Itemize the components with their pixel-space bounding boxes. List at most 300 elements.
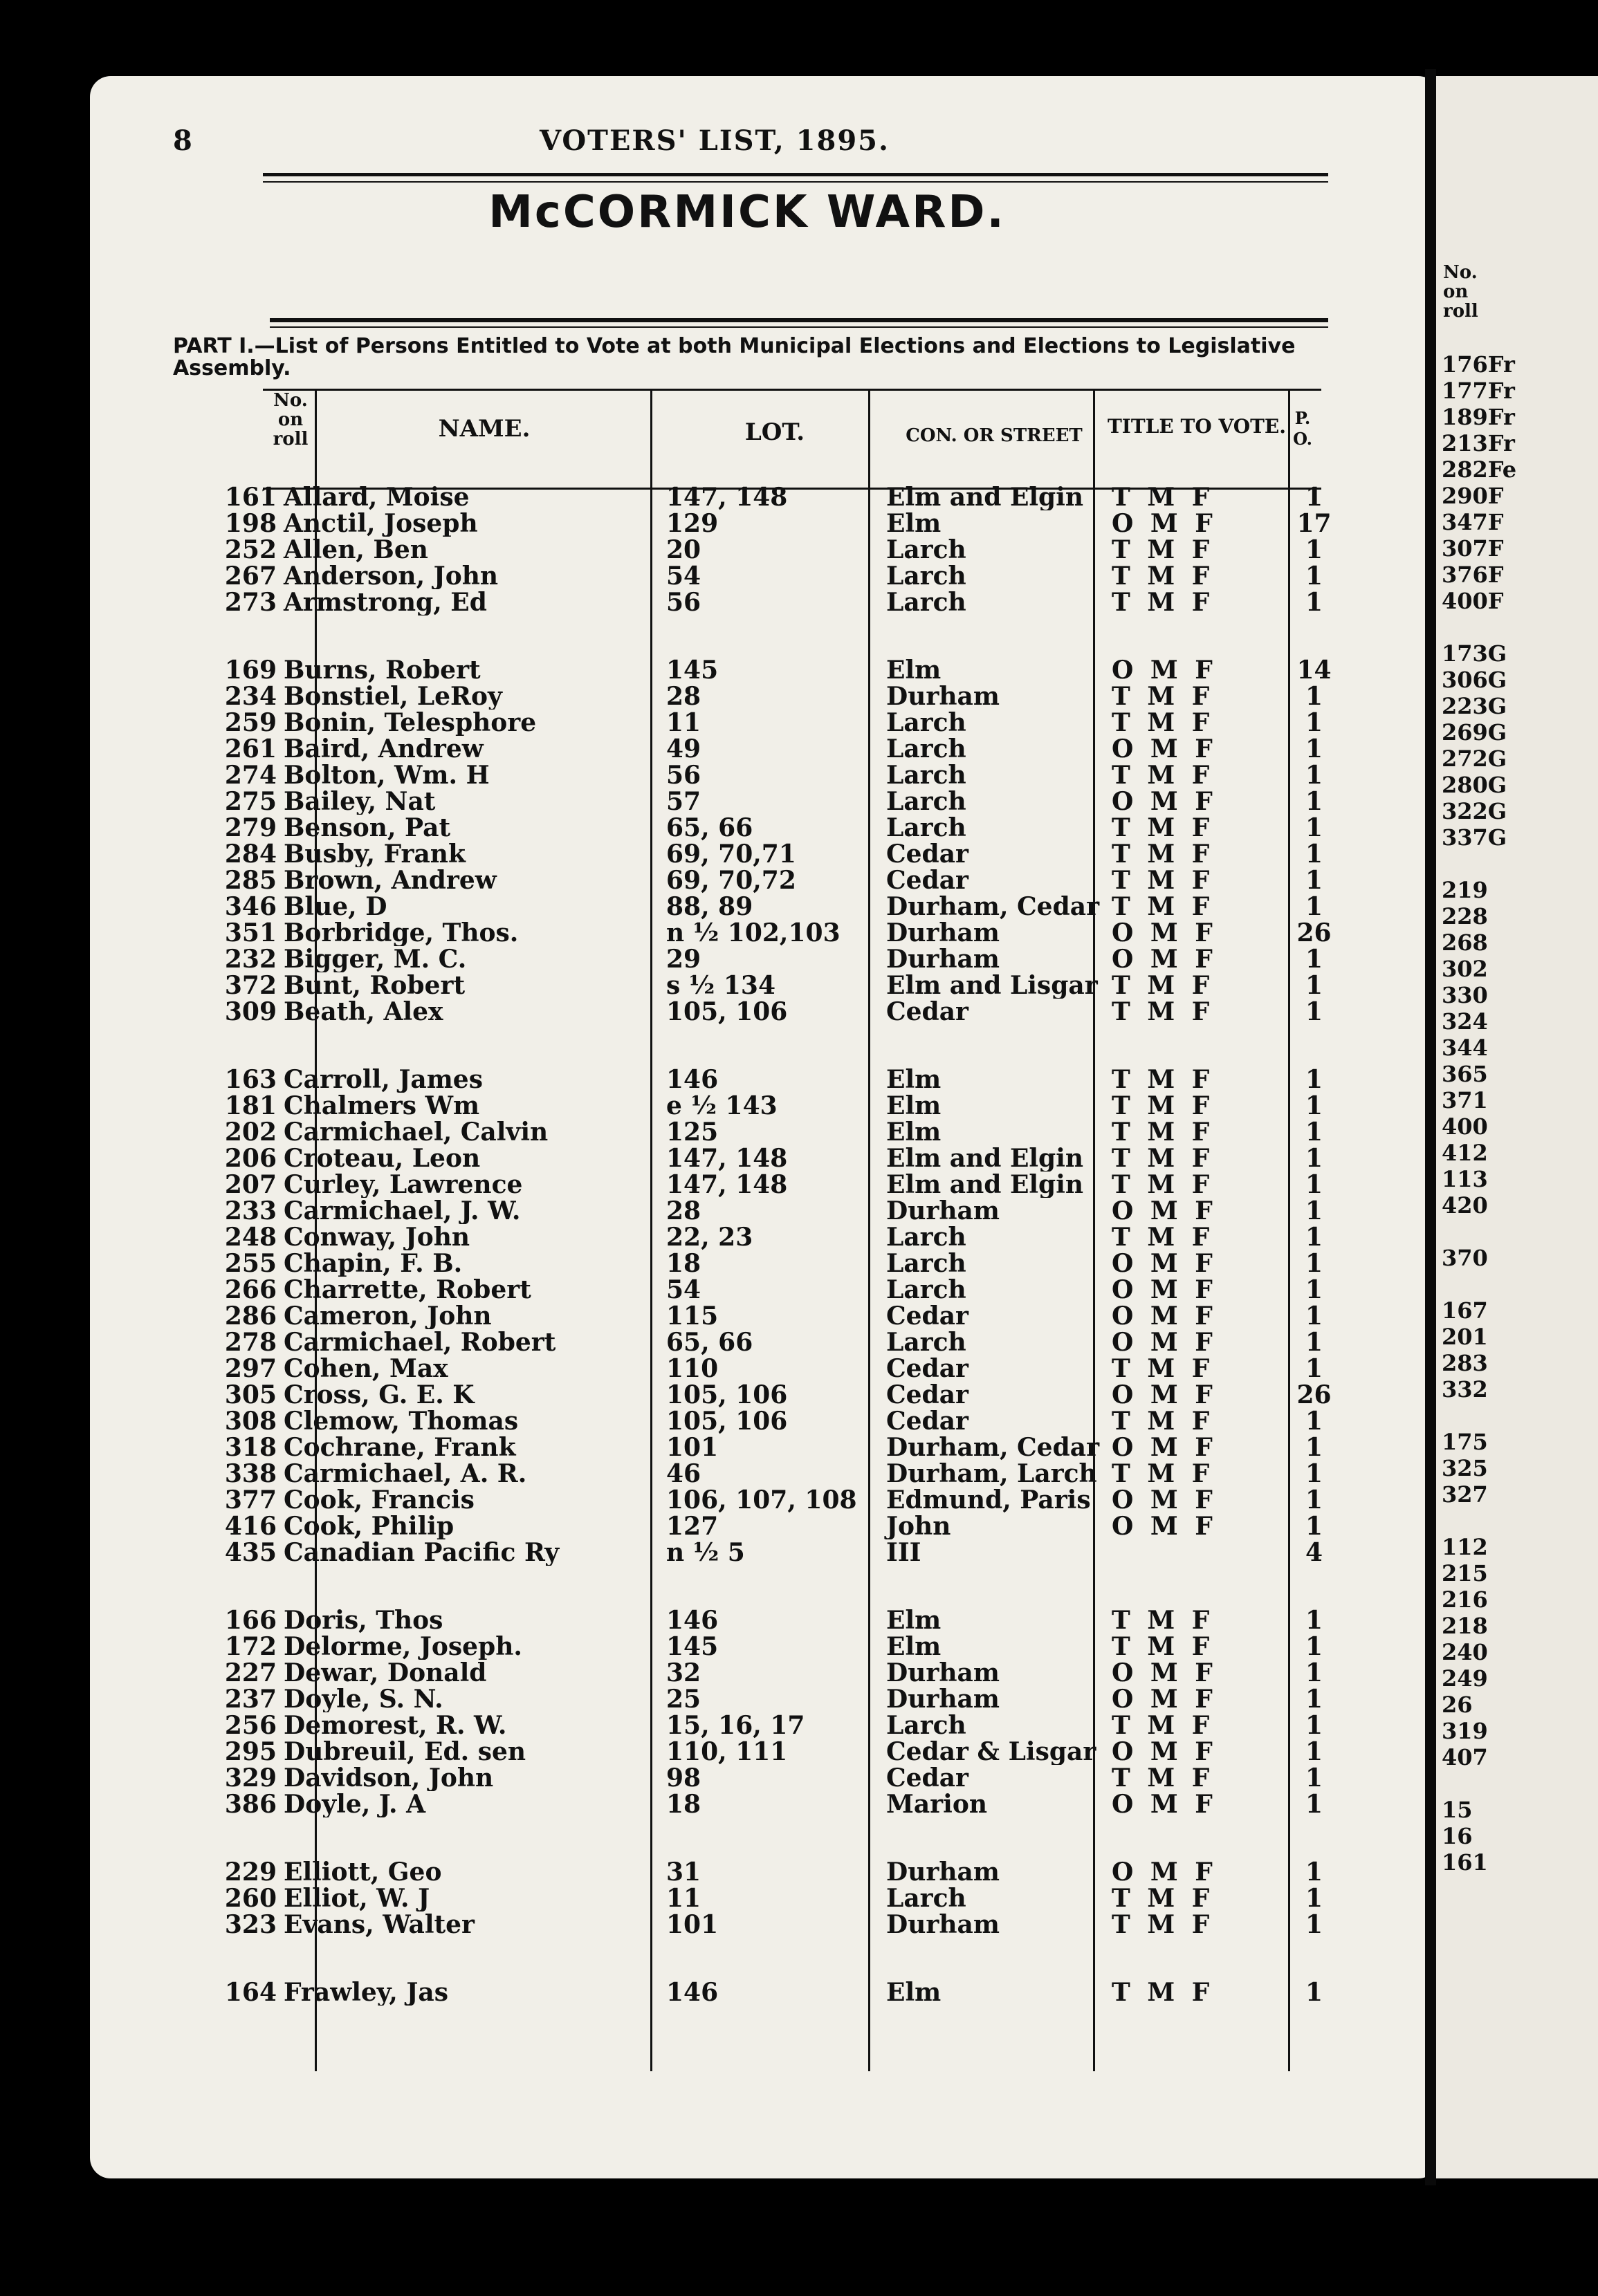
voter-row <box>173 788 1333 815</box>
post-office-count: 1 <box>1305 894 1323 920</box>
voter-name: Blue, D <box>284 894 387 920</box>
street: Cedar <box>886 1765 969 1791</box>
title-to-vote: O M F <box>1112 510 1217 537</box>
lot: 15, 16, 17 <box>666 1712 805 1739</box>
col-head-title: TITLE TO VOTE. <box>1107 415 1287 438</box>
voter-name: Bigger, M. C. <box>284 946 467 972</box>
roll-number: 255 <box>224 1250 277 1277</box>
lot: 106, 107, 108 <box>666 1487 857 1513</box>
title-to-vote: T M F <box>1112 1712 1214 1739</box>
lot: 147, 148 <box>666 1145 788 1172</box>
voter-row <box>173 1303 1333 1329</box>
lot: 11 <box>666 1885 701 1911</box>
voter-row <box>173 1487 1333 1513</box>
facing-roll-number: 228 <box>1442 903 1488 929</box>
roll-number: 202 <box>224 1119 277 1145</box>
facing-roll-number <box>1442 1770 1516 1797</box>
title-to-vote: T M F <box>1112 1093 1214 1119</box>
title-to-vote: T M F <box>1112 1979 1214 2006</box>
facing-roll-number: 332 <box>1442 1376 1488 1402</box>
title-to-vote: O M F <box>1112 1791 1217 1817</box>
title-to-vote: O M F <box>1112 1382 1217 1408</box>
facing-roll-number: 344 <box>1442 1035 1488 1061</box>
roll-number: 372 <box>224 972 277 999</box>
facing-roll-number <box>1442 851 1516 877</box>
facing-roll-number: 176Fr <box>1442 351 1515 378</box>
lot: 28 <box>666 683 701 710</box>
title-to-vote: T M F <box>1112 1355 1214 1382</box>
lot: 65, 66 <box>666 1329 753 1355</box>
post-office-count: 1 <box>1305 1066 1323 1093</box>
street: Cedar <box>886 1382 969 1408</box>
group-spacer <box>173 1025 1333 1066</box>
roll-number: 416 <box>224 1513 277 1539</box>
voter-name: Cameron, John <box>284 1303 492 1329</box>
roll-number: 227 <box>224 1660 277 1686</box>
title-to-vote: T M F <box>1112 815 1214 841</box>
roll-number: 252 <box>224 537 277 563</box>
facing-roll-number <box>1442 1271 1516 1297</box>
voter-row <box>173 537 1333 563</box>
header-rule <box>263 173 1328 176</box>
voter-name: Dewar, Donald <box>284 1660 487 1686</box>
street: Cedar <box>886 1303 969 1329</box>
facing-roll-number: 268 <box>1442 929 1488 956</box>
voter-row <box>173 1382 1333 1408</box>
voter-row <box>173 683 1333 710</box>
voter-name: Conway, John <box>284 1224 470 1250</box>
street: Elm <box>886 1633 942 1660</box>
street: Elm <box>886 510 942 537</box>
title-to-vote: T M F <box>1112 1911 1214 1938</box>
roll-number: 297 <box>224 1355 277 1382</box>
roll-number: 237 <box>224 1686 277 1712</box>
street: Durham <box>886 683 1000 710</box>
voter-row <box>173 1198 1333 1224</box>
lot: 110 <box>666 1355 719 1382</box>
post-office-count: 1 <box>1305 1660 1323 1686</box>
facing-roll-number: 412 <box>1442 1140 1488 1166</box>
roll-number: 338 <box>224 1461 277 1487</box>
street: Edmund, Paris <box>886 1487 1091 1513</box>
post-office-count: 1 <box>1305 1885 1323 1911</box>
facing-roll-number: 322G <box>1442 798 1507 824</box>
facing-roll-number: 306G <box>1442 667 1507 693</box>
post-office-count: 1 <box>1305 1765 1323 1791</box>
lot: 49 <box>666 736 701 762</box>
title-to-vote: T M F <box>1112 1765 1214 1791</box>
voter-name: Cook, Philip <box>284 1513 454 1539</box>
title-to-vote: O M F <box>1112 1277 1217 1303</box>
post-office-count: 1 <box>1305 1859 1323 1885</box>
post-office-count: 1 <box>1305 1461 1323 1487</box>
roll-number: 198 <box>224 510 277 537</box>
col-head-po: P. O. <box>1293 408 1312 449</box>
roll-number: 232 <box>224 946 277 972</box>
voter-name: Doyle, S. N. <box>284 1686 443 1712</box>
voter-row <box>173 1513 1333 1539</box>
street: Durham <box>886 1911 1000 1938</box>
lot: 129 <box>666 510 719 537</box>
title-to-vote: O M F <box>1112 1434 1217 1461</box>
street: Elm and Elgin <box>886 1172 1084 1198</box>
lot: n ½ 5 <box>666 1539 745 1566</box>
facing-roll-number: 290F <box>1442 483 1504 509</box>
voter-name: Bolton, Wm. H <box>284 762 490 788</box>
title-to-vote: T M F <box>1112 762 1214 788</box>
facing-roll-number: 16 <box>1442 1823 1473 1849</box>
post-office-count: 1 <box>1305 1791 1323 1817</box>
voter-name: Carmichael, A. R. <box>284 1461 527 1487</box>
post-office-count: 1 <box>1305 1487 1323 1513</box>
street: Larch <box>886 1329 966 1355</box>
facing-roll-number: 249 <box>1442 1665 1488 1692</box>
title-to-vote: O M F <box>1112 1686 1217 1712</box>
roll-number: 285 <box>224 867 277 894</box>
facing-roll-number: 330 <box>1442 982 1488 1008</box>
lot: 65, 66 <box>666 815 753 841</box>
post-office-count: 1 <box>1305 1712 1323 1739</box>
voter-row <box>173 1911 1333 1938</box>
facing-roll-number: 167 <box>1442 1297 1488 1324</box>
roll-number: 163 <box>224 1066 277 1093</box>
facing-roll-number: 15 <box>1442 1797 1473 1823</box>
voter-row <box>173 1539 1333 1566</box>
street: Durham <box>886 946 1000 972</box>
street: Marion <box>886 1791 988 1817</box>
voter-row <box>173 1461 1333 1487</box>
street: Larch <box>886 563 966 589</box>
post-office-count: 1 <box>1305 1093 1323 1119</box>
facing-roll-number: 324 <box>1442 1008 1488 1035</box>
facing-roll-number: 282Fe <box>1442 456 1517 483</box>
post-office-count: 1 <box>1305 762 1323 788</box>
title-to-vote: O M F <box>1112 1329 1217 1355</box>
title-to-vote: T M F <box>1112 589 1214 615</box>
lot: 46 <box>666 1461 701 1487</box>
roll-number: 273 <box>224 589 277 615</box>
title-to-vote: T M F <box>1112 1461 1214 1487</box>
title-to-vote: O M F <box>1112 1487 1217 1513</box>
post-office-count: 1 <box>1305 1686 1323 1712</box>
voters-table <box>173 484 1333 2006</box>
roll-number: 172 <box>224 1633 277 1660</box>
voter-name: Bonstiel, LeRoy <box>284 683 502 710</box>
street: Elm <box>886 1979 942 2006</box>
lot: 54 <box>666 563 701 589</box>
street: Larch <box>886 710 966 736</box>
lot: 101 <box>666 1911 719 1938</box>
street: Larch <box>886 1885 966 1911</box>
street: Durham <box>886 920 1000 946</box>
title-to-vote: T M F <box>1112 563 1214 589</box>
title-to-vote: T M F <box>1112 894 1214 920</box>
post-office-count: 1 <box>1305 946 1323 972</box>
facing-roll-number: 223G <box>1442 693 1507 719</box>
street: Durham <box>886 1686 1000 1712</box>
voter-row <box>173 1250 1333 1277</box>
voter-row <box>173 946 1333 972</box>
title-to-vote: T M F <box>1112 1633 1214 1660</box>
voter-row <box>173 762 1333 788</box>
roll-number: 234 <box>224 683 277 710</box>
voter-name: Benson, Pat <box>284 815 451 841</box>
facing-roll-number: 213Fr <box>1442 430 1515 456</box>
facing-roll-number: 365 <box>1442 1061 1488 1087</box>
facing-roll-number: 240 <box>1442 1639 1488 1665</box>
post-office-count: 1 <box>1305 563 1323 589</box>
street: Elm <box>886 657 942 683</box>
facing-roll-number: 283 <box>1442 1350 1488 1376</box>
voter-name: Beath, Alex <box>284 999 443 1025</box>
facing-roll-number: 175 <box>1442 1429 1488 1455</box>
voter-row <box>173 1712 1333 1739</box>
title-to-vote: T M F <box>1112 710 1214 736</box>
title-to-vote: T M F <box>1112 1119 1214 1145</box>
street: Durham <box>886 1198 1000 1224</box>
voter-row <box>173 1686 1333 1712</box>
roll-number: 261 <box>224 736 277 762</box>
post-office-count: 1 <box>1305 710 1323 736</box>
lot: 22, 23 <box>666 1224 753 1250</box>
post-office-count: 1 <box>1305 1250 1323 1277</box>
voter-name: Brown, Andrew <box>284 867 497 894</box>
voter-row <box>173 1355 1333 1382</box>
post-office-count: 26 <box>1296 1382 1332 1408</box>
voter-name: Baird, Andrew <box>284 736 484 762</box>
voter-name: Doris, Thos <box>284 1607 443 1633</box>
voter-row <box>173 1224 1333 1250</box>
lot: 29 <box>666 946 701 972</box>
group-spacer <box>173 1817 1333 1859</box>
facing-roll-number: 327 <box>1442 1481 1488 1508</box>
post-office-count: 1 <box>1305 1224 1323 1250</box>
voter-name: Delorme, Joseph. <box>284 1633 522 1660</box>
voter-name: Armstrong, Ed <box>284 589 487 615</box>
title-to-vote: O M F <box>1112 788 1217 815</box>
facing-roll-number: 216 <box>1442 1586 1488 1613</box>
voter-name: Anderson, John <box>284 563 499 589</box>
facing-roll-number: 371 <box>1442 1087 1488 1113</box>
lot: 20 <box>666 537 701 563</box>
post-office-count: 1 <box>1305 537 1323 563</box>
facing-roll-number: 370 <box>1442 1245 1488 1271</box>
voter-row <box>173 894 1333 920</box>
voter-name: Croteau, Leon <box>284 1145 481 1172</box>
ward-title: McCORMICK WARD. <box>488 187 1006 238</box>
post-office-count: 1 <box>1305 1739 1323 1765</box>
facing-roll-number: 177Fr <box>1442 378 1515 404</box>
voter-row <box>173 1434 1333 1461</box>
voter-row <box>173 1145 1333 1172</box>
title-to-vote: O M F <box>1112 736 1217 762</box>
title-to-vote: T M F <box>1112 1885 1214 1911</box>
voter-name: Charrette, Robert <box>284 1277 531 1303</box>
title-to-vote: T M F <box>1112 1224 1214 1250</box>
facing-roll-number: 269G <box>1442 719 1507 746</box>
title-to-vote: O M F <box>1112 920 1217 946</box>
voter-row <box>173 1739 1333 1765</box>
street: Elm <box>886 1066 942 1093</box>
facing-roll-numbers <box>1442 351 1516 1876</box>
street: Larch <box>886 1250 966 1277</box>
voter-name: Demorest, R. W. <box>284 1712 507 1739</box>
roll-number: 259 <box>224 710 277 736</box>
lot: 28 <box>666 1198 701 1224</box>
post-office-count: 14 <box>1296 657 1332 683</box>
lot: n ½ 102,103 <box>666 920 841 946</box>
street: Cedar & Lisgar <box>886 1739 1096 1765</box>
post-office-count: 1 <box>1305 972 1323 999</box>
voter-row <box>173 1765 1333 1791</box>
street: Durham <box>886 1859 1000 1885</box>
roll-number: 295 <box>224 1739 277 1765</box>
title-to-vote: T M F <box>1112 999 1214 1025</box>
voter-name: Clemow, Thomas <box>284 1408 519 1434</box>
voter-name: Canadian Pacific Ry <box>284 1539 560 1566</box>
roll-number: 260 <box>224 1885 277 1911</box>
title-to-vote: T M F <box>1112 1172 1214 1198</box>
facing-roll-number: 376F <box>1442 562 1504 588</box>
voter-row <box>173 815 1333 841</box>
col-head-no: No. on roll <box>273 390 309 450</box>
lot: 110, 111 <box>666 1739 788 1765</box>
group-spacer <box>173 615 1333 657</box>
roll-number: 346 <box>224 894 277 920</box>
title-to-vote <box>1108 1539 1295 1566</box>
facing-roll-number <box>1442 614 1516 640</box>
voter-name: Dubreuil, Ed. sen <box>284 1739 526 1765</box>
post-office-count: 1 <box>1305 484 1323 510</box>
lot: 115 <box>666 1303 719 1329</box>
title-to-vote: O M F <box>1112 1513 1217 1539</box>
roll-number: 267 <box>224 563 277 589</box>
roll-number: 279 <box>224 815 277 841</box>
facing-roll-number: 319 <box>1442 1718 1488 1744</box>
lot: 18 <box>666 1250 701 1277</box>
roll-number: 278 <box>224 1329 277 1355</box>
voter-name: Frawley, Jas <box>284 1979 448 2006</box>
voter-name: Curley, Lawrence <box>284 1172 523 1198</box>
street: Durham <box>886 1660 1000 1686</box>
lot: 147, 148 <box>666 1172 788 1198</box>
voter-row <box>173 867 1333 894</box>
street: Larch <box>886 1712 966 1739</box>
post-office-count: 1 <box>1305 589 1323 615</box>
voter-name: Carmichael, Calvin <box>284 1119 549 1145</box>
street: Cedar <box>886 1408 969 1434</box>
facing-roll-number: 420 <box>1442 1192 1488 1219</box>
post-office-count: 1 <box>1305 1408 1323 1434</box>
title-to-vote: T M F <box>1112 867 1214 894</box>
voter-name: Elliot, W. J <box>284 1885 430 1911</box>
title-to-vote: T M F <box>1112 683 1214 710</box>
lot: 32 <box>666 1660 701 1686</box>
facing-col-head: No. on roll <box>1443 262 1478 322</box>
street: Elm and Elgin <box>886 484 1084 510</box>
street: III <box>886 1539 921 1566</box>
title-to-vote: T M F <box>1112 841 1214 867</box>
street: Larch <box>886 788 966 815</box>
lot: 105, 106 <box>666 999 788 1025</box>
title-to-vote: O M F <box>1112 1198 1217 1224</box>
street: Durham, Cedar <box>886 1434 1100 1461</box>
street: Cedar <box>886 1355 969 1382</box>
facing-roll-number: 173G <box>1442 640 1507 667</box>
facing-roll-number: 280G <box>1442 772 1507 798</box>
post-office-count: 1 <box>1305 999 1323 1025</box>
title-to-vote: O M F <box>1112 1250 1217 1277</box>
street: Elm <box>886 1607 942 1633</box>
title-to-vote: O M F <box>1112 1739 1217 1765</box>
street: Larch <box>886 589 966 615</box>
roll-number: 233 <box>224 1198 277 1224</box>
roll-number: 207 <box>224 1172 277 1198</box>
roll-number: 161 <box>224 484 277 510</box>
voter-row <box>173 841 1333 867</box>
voter-row <box>173 972 1333 999</box>
street: John <box>886 1513 951 1539</box>
voter-row <box>173 589 1333 615</box>
facing-roll-number: 347F <box>1442 509 1504 535</box>
post-office-count: 1 <box>1305 1355 1323 1382</box>
facing-roll-number: 113 <box>1442 1166 1488 1192</box>
voter-name: Chalmers Wm <box>284 1093 480 1119</box>
ward-rule-thin <box>270 326 1328 328</box>
post-office-count: 26 <box>1296 920 1332 946</box>
roll-number: 318 <box>224 1434 277 1461</box>
facing-roll-number: 337G <box>1442 824 1507 851</box>
lot: 105, 106 <box>666 1382 788 1408</box>
page-header <box>173 124 1321 166</box>
lot: 56 <box>666 589 701 615</box>
voter-name: Carmichael, Robert <box>284 1329 556 1355</box>
lot: 101 <box>666 1434 719 1461</box>
voter-row <box>173 1329 1333 1355</box>
post-office-count: 1 <box>1305 1172 1323 1198</box>
roll-number: 181 <box>224 1093 277 1119</box>
title-to-vote: O M F <box>1112 1303 1217 1329</box>
facing-page <box>1436 76 1598 2178</box>
street: Cedar <box>886 867 969 894</box>
facing-roll-number: 201 <box>1442 1324 1488 1350</box>
roll-number: 309 <box>224 999 277 1025</box>
voter-row <box>173 1979 1333 2006</box>
post-office-count: 1 <box>1305 1633 1323 1660</box>
lot: 147, 148 <box>666 484 788 510</box>
post-office-count: 1 <box>1305 1198 1323 1224</box>
post-office-count: 1 <box>1305 1329 1323 1355</box>
voter-row <box>173 484 1333 510</box>
voter-row <box>173 1408 1333 1434</box>
lot: 98 <box>666 1765 701 1791</box>
title-to-vote: T M F <box>1112 537 1214 563</box>
post-office-count: 1 <box>1305 683 1323 710</box>
roll-number: 435 <box>224 1539 277 1566</box>
facing-roll-number: 325 <box>1442 1455 1488 1481</box>
street: Larch <box>886 736 966 762</box>
roll-number: 248 <box>224 1224 277 1250</box>
street: Larch <box>886 537 966 563</box>
facing-roll-number: 272G <box>1442 746 1507 772</box>
title-to-vote: T M F <box>1112 1607 1214 1633</box>
roll-number: 275 <box>224 788 277 815</box>
facing-roll-number: 400F <box>1442 588 1504 614</box>
voter-row <box>173 710 1333 736</box>
voter-name: Doyle, J. A <box>284 1791 426 1817</box>
street: Durham, Cedar <box>886 894 1100 920</box>
roll-number: 229 <box>224 1859 277 1885</box>
